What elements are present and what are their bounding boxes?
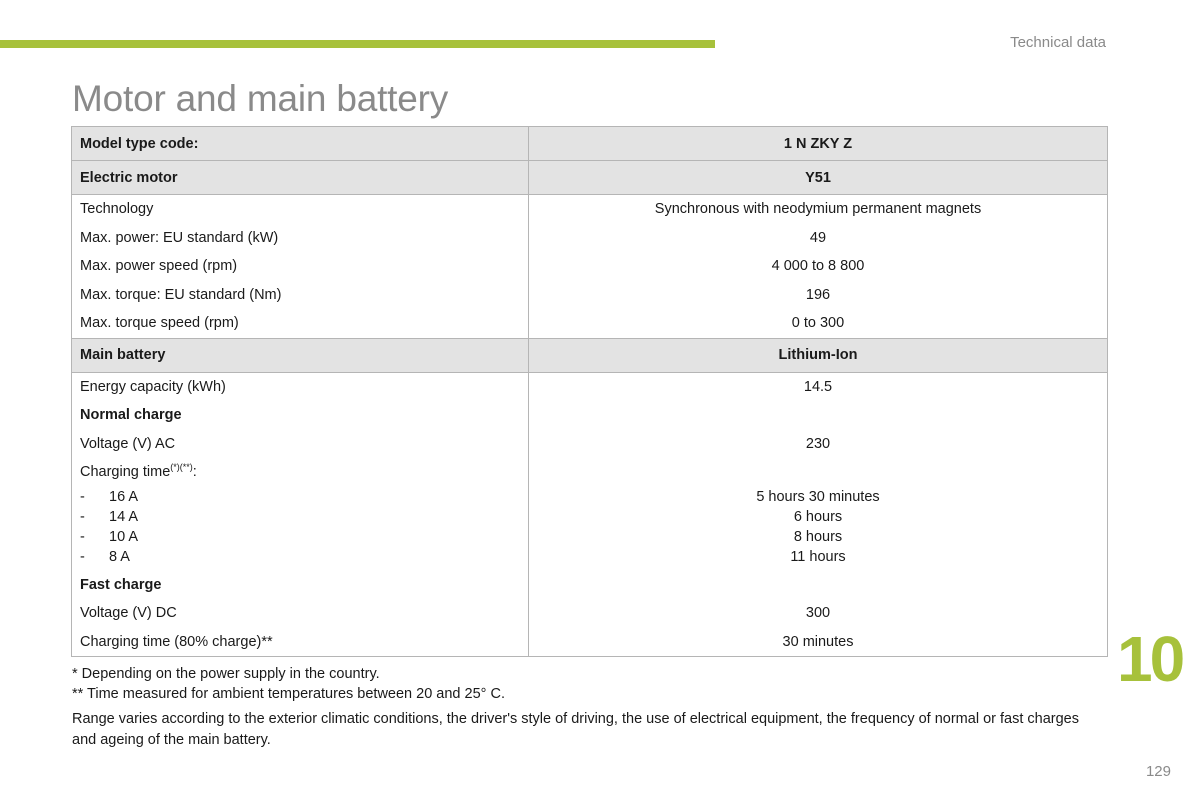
spec-value: 4 000 to 8 800	[771, 258, 865, 274]
charging-time-value: 6 hours	[793, 508, 843, 525]
electric-motor-header-row	[72, 161, 1108, 195]
ac-voltage-label: Voltage (V) AC	[80, 435, 176, 452]
fast-charging-time-value: 30 minutes	[782, 633, 854, 650]
spec-value: 49	[809, 229, 827, 246]
footnote-markers: (*)(**)	[170, 462, 193, 473]
spec-label: Max. power: EU standard (kW)	[80, 229, 279, 246]
fast-charge-heading: Fast charge	[80, 576, 162, 593]
charging-time-value: 8 hours	[793, 528, 843, 545]
dash-bullet: -	[80, 528, 85, 545]
page-number: 129	[1145, 763, 1171, 780]
footnotes	[72, 664, 505, 704]
spec-value: 196	[805, 286, 831, 303]
main-battery-label: Main battery	[72, 338, 529, 372]
main-battery-value: Lithium-Ion	[529, 338, 1108, 372]
charging-option-label	[80, 547, 520, 567]
charging-option-label	[80, 487, 520, 507]
battery-specs-values	[529, 372, 1108, 657]
empty-cell	[537, 401, 1099, 430]
amperage: 16 A	[109, 488, 139, 505]
charging-time-value: 5 hours 30 minutes	[756, 488, 880, 505]
motor-specs-row	[72, 195, 1108, 339]
empty-cell	[537, 571, 1099, 600]
dc-voltage-value: 300	[805, 605, 831, 621]
electric-motor-label: Electric motor	[72, 161, 529, 195]
ac-voltage-value: 230	[805, 435, 831, 452]
model-type-value: 1 N ZKY Z	[529, 127, 1108, 161]
amperage: 10 A	[109, 528, 139, 545]
electric-motor-value: Y51	[529, 161, 1108, 195]
charging-option-label	[80, 507, 520, 527]
spec-label: Max. power speed (rpm)	[80, 258, 238, 274]
footnote: ** Time measured for ambient temperatures between 20 and 25° C.	[72, 686, 505, 702]
section-label: Technical data	[1010, 34, 1106, 51]
spec-label: Max. torque: EU standard (Nm)	[80, 286, 282, 303]
motor-specs-labels	[72, 195, 529, 339]
spec-label: Max. torque speed (rpm)	[80, 315, 239, 331]
spec-value: 0 to 300	[791, 315, 845, 331]
empty-cell	[537, 458, 1099, 487]
battery-specs-labels	[72, 372, 529, 657]
footnote: * Depending on the power supply in the country.	[72, 666, 380, 682]
spec-label: Technology	[80, 201, 154, 217]
dash-bullet: -	[80, 548, 85, 565]
amperage: 8 A	[109, 548, 130, 565]
battery-specs-row	[72, 372, 1108, 657]
page-title: Motor and main battery	[72, 78, 449, 119]
dash-bullet: -	[80, 508, 85, 525]
main-battery-header-row	[72, 338, 1108, 372]
normal-charge-heading: Normal charge	[80, 407, 182, 423]
spec-value: Synchronous with neodymium permanent magnets	[654, 201, 982, 217]
model-type-row	[72, 127, 1108, 161]
fast-charging-time-label: Charging time (80% charge)**	[80, 633, 273, 650]
charging-time-colon: :	[192, 464, 197, 480]
specifications-table	[71, 126, 1108, 657]
chapter-number: 10	[1117, 623, 1183, 695]
amperage: 14 A	[109, 508, 139, 525]
dc-voltage-label: Voltage (V) DC	[80, 605, 177, 621]
charging-time-label	[80, 458, 520, 487]
energy-capacity-label: Energy capacity (kWh)	[80, 378, 226, 395]
range-note: Range varies according to the exterior climatic conditions, the driver's style of driving, the use of electrical equipment, the frequency of normal or fast charges and ageing of the main battery.	[72, 711, 1079, 748]
charging-time-value: 11 hours	[790, 548, 846, 565]
model-type-label: Model type code:	[72, 127, 529, 161]
dash-bullet: -	[80, 488, 85, 505]
accent-bar	[0, 40, 715, 48]
charging-option-label	[80, 527, 520, 547]
charging-time-text: Charging time	[80, 464, 171, 480]
energy-capacity-value: 14.5	[803, 378, 833, 395]
motor-specs-values	[529, 195, 1108, 339]
